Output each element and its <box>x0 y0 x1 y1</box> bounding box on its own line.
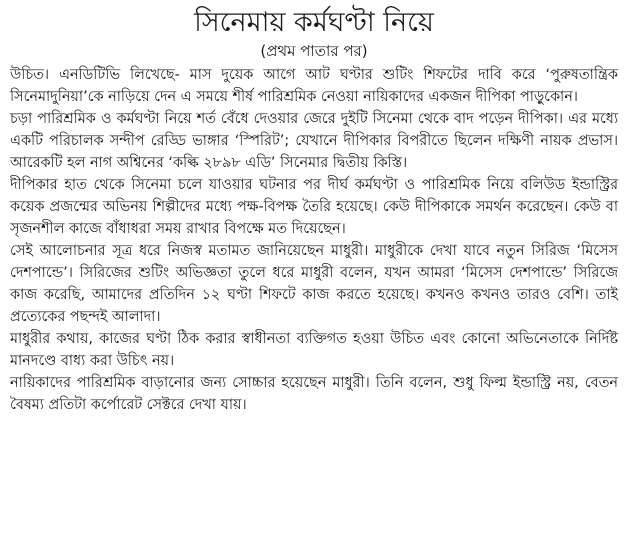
headline: সিনেমায় কর্মঘণ্টা নিয়ে <box>194 7 434 38</box>
paragraph-3: দীপিকার হাত থেকে সিনেমা চলে যাওয়ার ঘটনার পর দীর্ঘ কর্মঘণ্টা ও পারিশ্রমিক নিয়ে বলিউড ইন্ডাস্ট্রির কয়েক প্রজন্মের অভিনয় শিল্পীদের মধ্যে পক্ষ-বিপক্ষ তৈরি হয়েছে। কেউ দীপিকাকে সমর্থন করেছেন। কেউ বা সৃজনশীল কাজে বাঁধাধরা সময় রাখার বিপক্ষে মত দিয়েছেন। <box>10 177 618 237</box>
article-body <box>10 64 618 416</box>
paragraph-1: উচিত। এনডিটিভি লিখেছে- মাস দুয়েক আগে আট ঘণ্টার শুটিং শিফটের দাবি করে ‘পুরুষতান্ত্রিক সিনেমাদুনিয়া’কে নাড়িয়ে দেন এ সময়ে শীর্ষ পারিশ্রমিক নেওয়া নায়িকাদের একজন দীপিকা পাড়ুকোন। <box>10 67 618 105</box>
paragraph-2: চড়া পারিশ্রমিক ও কর্মঘণ্টা নিয়ে শর্ত বেঁধে দেওয়ার জেরে দুইটি সিনেমা থেকে বাদ পড়েন দীপিকা। এর মধ্যে একটি পরিচালক সন্দীপ রেড্ডি ভাঙ্গার ‘স্পিরিট’; যেখানে দীপিকার বিপরীতে ছিলেন দক্ষিণী নায়ক প্রভাস। আরেকটি হল নাগ অশ্বিনের ‘কল্কি ২৮৯৮ এডি’ সিনেমার দ্বিতীয় কিস্তি। <box>10 111 618 171</box>
paragraph-4: সেই আলোচনার সূত্র ধরে নিজস্ব মতামত জানিয়েছেন মাধুরী। মাধুরীকে দেখা যাবে নতুন সিরিজ ‘মিসেস দেশপান্ডে’। সিরিজের শুটিং অভিজ্ঞতা তুলে ধরে মাধুরী বলেন, যখন আমরা ‘মিসেস দেশপান্ডে’ সিরিজে কাজ করেছি, আমাদের প্রতিদিন ১২ ঘণ্টা শিফটে কাজ করতে হয়েছে। কখনও কখনও তারও বেশি। তাই প্রত্যেকের পছন্দই আলাদা। <box>10 243 618 325</box>
continued-note: (প্রথম পাতার পর) <box>260 42 368 60</box>
paragraph-5: মাধুরীর কথায়, কাজের ঘণ্টা ঠিক করার স্বাধীনতা ব্যক্তিগত হওয়া উচিত এবং কোনো অভিনেতাকে নির্দিষ্ট মানদণ্ডে বাধ্য করা উচিৎ নয়। <box>10 331 618 369</box>
paragraph-6: নায়িকাদের পারিশ্রমিক বাড়ানোর জন্য সোচ্চার হয়েছেন মাধুরী। তিনি বলেন, শুধু ফিল্ম ইন্ডাস্ট্রি নয়, বেতন বৈষম্য প্রতিটা কর্পোরেট সেক্টরে দেখা যায়। <box>10 375 618 413</box>
